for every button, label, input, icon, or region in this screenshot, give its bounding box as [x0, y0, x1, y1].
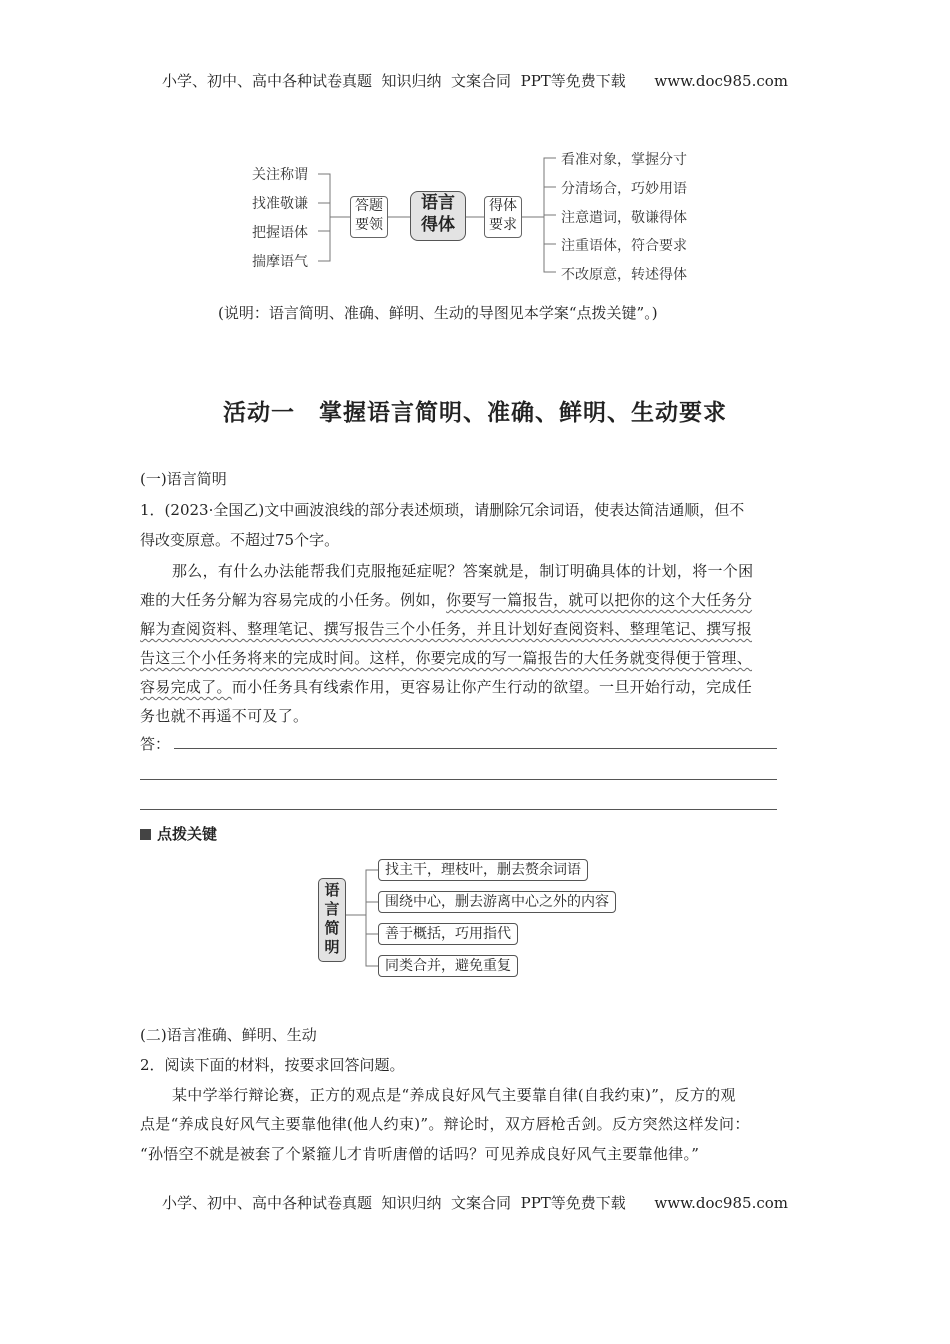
section-1-heading: (一)语言简明 — [140, 470, 227, 488]
passage-line-1: 那么，有什么办法能帮我们克服拖延症呢？答案就是，制订明确具体的计划，将一个困 — [172, 562, 754, 580]
answer-line-3[interactable] — [140, 809, 777, 810]
mindmap-left-item-4: 揣摩语气 — [252, 254, 308, 270]
debate-line-3: “孙悟空不就是被套了个紧箍儿才肯听唐僧的话吗？可见养成良好风气主要靠他律。” — [140, 1145, 700, 1163]
mindmap-right-item-3: 注意遣词，敬谦得体 — [561, 210, 687, 226]
mindmap-note: (说明：语言简明、准确、鲜明、生动的导图见本学案“点拨关键”。) — [218, 304, 658, 322]
page-footer: 小学、初中、高中各种试卷真题 知识归纳 文案合同 PPT等免费下载 www.doc985.com — [161, 1194, 788, 1212]
key-tip-item-2: 围绕中心，删去游离中心之外的内容 — [378, 891, 616, 913]
tag-marker-icon — [140, 829, 151, 840]
key-tip-tag — [140, 823, 217, 844]
debate-line-2: 点是“养成良好风气主要靠他律(他人约束)”。辩论时，双方唇枪舌剑。反方突然这样发问： — [140, 1115, 750, 1133]
mindmap-right-item-2: 分清场合，巧妙用语 — [561, 181, 687, 197]
passage-line-3: 解为查阅资料、整理笔记、撰写报告三个小任务，并且计划好查阅资料、整理笔记、撰写报 — [140, 620, 753, 638]
passage-line-5 — [140, 676, 752, 697]
mindmap-left-item-2: 找准敬谦 — [252, 196, 308, 212]
debate-line-1: 某中学举行辩论赛，正方的观点是“养成良好风气主要靠自律(自我约束)”，反方的观 — [172, 1086, 736, 1104]
question-2: 2．阅读下面的材料，按要求回答问题。 — [140, 1056, 405, 1074]
passage-line-2 — [140, 589, 752, 610]
key-tip-item-4: 同类合并，避免重复 — [378, 955, 518, 977]
passage-line-6: 务也就不再遥不可及了。 — [140, 707, 309, 725]
key-tip-center-box — [318, 878, 346, 962]
key-tip-item-3: 善于概括，巧用指代 — [378, 923, 518, 945]
mindmap-connectors — [0, 140, 950, 290]
mindmap-requirement-box: 得体 要求 — [484, 196, 522, 238]
wavy-underlined-text: 你要写一篇报告，就可以把你的这个大任务分 — [446, 591, 753, 609]
section-2-heading: (二)语言准确、鲜明、生动 — [140, 1026, 317, 1044]
answer-label: 答： — [140, 735, 171, 753]
activity-title: 活动一 掌握语言简明、准确、鲜明、生动要求 — [223, 399, 727, 426]
key-tip-item-1: 找主干，理枝叶，删去赘余词语 — [378, 859, 588, 881]
key-tip-label: 点拨关键 — [157, 825, 218, 843]
passage-text: 难的大任务分解为容易完成的小任务。例如， — [140, 591, 447, 609]
wavy-underlined-text: 容易完成了。 — [140, 678, 232, 696]
mindmap-right-item-1: 看准对象，掌握分寸 — [561, 152, 687, 168]
mindmap-left-item-1: 关注称谓 — [252, 167, 308, 183]
question-1-line-1: 1．(2023·全国乙)文中画波浪线的部分表述烦琐，请删除冗余词语，使表达简洁通顺，但不 — [140, 501, 745, 519]
passage-line-4: 告这三个小任务将来的完成时间。这样，你要完成的写一篇报告的大任务就变得便于管理、 — [140, 649, 753, 667]
mindmap-right-item-5: 不改原意，转述得体 — [561, 267, 687, 283]
mindmap-right-item-4: 注重语体，符合要求 — [561, 238, 687, 254]
mindmap-center-box: 语言 得体 — [410, 191, 466, 241]
mindmap-left-item-3: 把握语体 — [252, 225, 308, 241]
passage-text: 而小任务具有线索作用，更容易让你产生行动的欲望。一旦开始行动，完成任 — [231, 678, 753, 696]
answer-line-1[interactable] — [174, 748, 777, 749]
question-1-line-2: 得改变原意。不超过75个字。 — [140, 531, 340, 549]
answer-line-2[interactable] — [140, 779, 777, 780]
page-header: 小学、初中、高中各种试卷真题 知识归纳 文案合同 PPT等免费下载 www.doc985.com — [161, 72, 788, 90]
mindmap-answer-key-box: 答题 要领 — [350, 196, 388, 238]
key-tip-center-label: 语言简明 — [324, 881, 340, 956]
